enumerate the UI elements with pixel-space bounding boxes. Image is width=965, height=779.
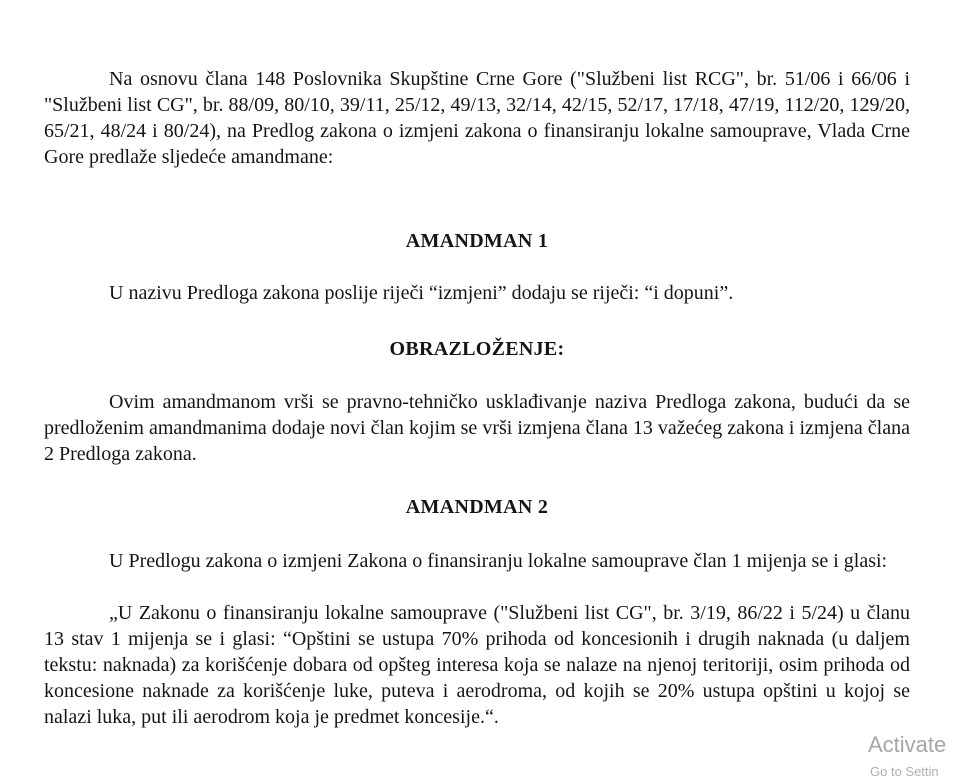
amendment-1-text: U nazivu Predloga zakona poslije riječi “izmjeni” dodaju se riječi: “i dopuni”. [109,282,734,304]
amendment-2-heading: AMANDMAN 2 [405,496,549,518]
justification-heading: OBRAZLOŽENJE: [389,338,565,360]
amendment-2-quote: „U Zakonu o finansiranju lokalne samouprave ("Službeni list CG", br. 3/19, 86/22 i 5/24) u članu 13 stav 1 mijenja se i glasi: “Opštini se ustupa 70% prihoda od koncesionih i drugih naknada (u daljem tekstu: naknada) za korišćenje dobara od opšteg interesa koja se nalaze na njenoj teritoriji, osim prihoda od koncesione naknade za korišćenje luke, puteva i aerodroma, od kojih se 20% ustupa opštini u kojoj se nalazi luka, put ili aerodrom koja je predmet koncesije.“. [44,602,910,728]
intro-paragraph: Na osnovu člana 148 Poslovnika Skupštine Crne Gore ("Službeni list RCG", br. 51/06 i 66/06 i "Službeni list CG", br. 88/09, 80/10, 39/11, 25/12, 49/13, 32/14, 42/15, 52/17, 17/18, 47/19, 112/20, 129/20, 65/21, 48/24 i 80/24), na Predlog zakona o izmjeni zakona o finansiranju lokalne samouprave, Vlada Crne Gore predlaže sljedeće amandmane: [44,68,910,168]
activate-windows-watermark: Activate [868,732,947,757]
amendment-1-heading: AMANDMAN 1 [405,230,549,252]
amendment-2-text: U Predlogu zakona o izmjeni Zakona o finansiranju lokalne samouprave član 1 mijenja se i glasi: [109,550,888,572]
justification-text: Ovim amandmanom vrši se pravno-tehničko usklađivanje naziva Predloga zakona, budući da se predloženim amandmanima dodaje novi član kojim se vrši izmjena člana 13 važećeg zakona i izmjena člana 2 Predloga zakona. [44,391,910,465]
activate-windows-subtitle: Go to Settin [870,764,939,779]
